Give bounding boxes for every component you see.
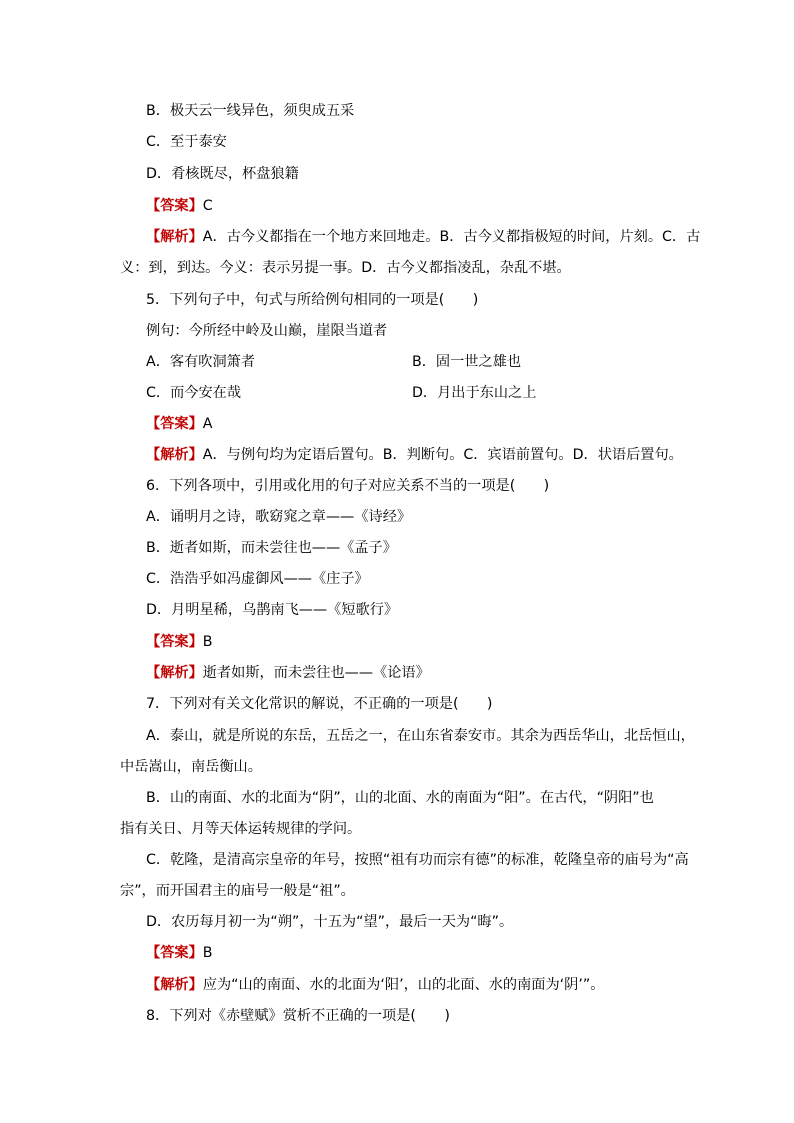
q4-option-d: D．肴核既尽，杯盘狼籍: [146, 166, 299, 182]
q5-answer: [146, 414, 212, 434]
q7-option-a-line-1: A．泰山，就是所说的东岳，五岳之一，在山东省泰安市。其余为西岳华山，北岳恒山，: [146, 728, 695, 744]
q5-example: 例句：今所经中岭及山巅，崖限当道者: [146, 323, 388, 339]
q6-option-c: C．浩浩乎如冯虚御风——《庄子》: [146, 571, 369, 587]
analysis-text: A．与例句均为定语后置句。B．判断句。C．宾语前置句。D．状语后置句。: [202, 447, 683, 463]
answer-tag: 【答案】: [146, 634, 203, 650]
answer-tag: 【答案】: [146, 198, 203, 214]
answer-value: B: [202, 945, 213, 961]
q7-option-c-line-1: C．乾隆，是清高宗皇帝的年号，按照“祖有功而宗有德”的标准，乾隆皇帝的庙号为“高: [146, 852, 689, 868]
q5-option-d: D．月出于东山之上: [412, 385, 537, 401]
q7-analysis: [146, 975, 604, 995]
q6-option-a: A．诵明月之诗，歌窈窕之章——《诗经》: [146, 509, 412, 525]
analysis-tag: 【解析】: [146, 977, 203, 993]
q5-stem: 5．下列句子中，句式与所给例句相同的一项是( ): [146, 292, 479, 308]
q4-option-b: B．极天云一线异色，须臾成五采: [146, 103, 355, 119]
answer-tag: 【答案】: [146, 416, 203, 432]
q5-option-b: B．固一世之雄也: [412, 354, 522, 370]
q5-option-a: A．客有吹洞箫者: [146, 354, 256, 370]
q6-stem: 6．下列各项中，引用或化用的句子对应关系不当的一项是( ): [146, 478, 550, 494]
analysis-text: 逝者如斯，而未尝往也——《论语》: [202, 665, 430, 681]
q6-answer: [146, 632, 213, 652]
q7-stem: 7．下列对有关文化常识的解说，不正确的一项是( ): [146, 696, 493, 712]
analysis-tag: 【解析】: [146, 447, 203, 463]
q7-answer: [146, 943, 213, 963]
q4-analysis-line-2: 义：到，到达。今义：表示另提一事。D．古今义都指凌乱，杂乱不堪。: [120, 260, 571, 276]
q4-analysis-line-1: [146, 227, 700, 247]
q7-option-c-line-2: 宗”，而开国君主的庙号一般是“祖”。: [120, 883, 355, 899]
analysis-tag: 【解析】: [146, 665, 203, 681]
answer-tag: 【答案】: [146, 945, 203, 961]
answer-value: B: [202, 634, 213, 650]
q7-option-b-line-2: 指有关日、月等天体运转规律的学问。: [120, 821, 362, 837]
q7-option-a-line-2: 中岳嵩山，南岳衡山。: [120, 759, 262, 775]
answer-value: C: [202, 198, 213, 214]
q4-option-c: C．至于泰安: [146, 134, 227, 150]
q6-option-b: B．逝者如斯，而未尝往也——《孟子》: [146, 540, 397, 556]
q6-analysis: [146, 663, 430, 683]
q4-answer: [146, 196, 213, 216]
q8-stem: 8．下列对《赤壁赋》赏析不正确的一项是( ): [146, 1008, 450, 1024]
answer-value: A: [202, 416, 213, 432]
analysis-tag: 【解析】: [146, 229, 203, 245]
analysis-text: 应为“山的南面、水的北面为‘阳’，山的北面、水的南面为‘阴’”。: [202, 977, 605, 993]
q7-option-d: D．农历每月初一为“朔”，十五为“望”，最后一天为“晦”。: [146, 914, 514, 930]
analysis-text: A．古今义都指在一个地方来回地走。B．古今义都指极短的时间，片刻。C．古: [202, 229, 701, 245]
q7-option-b-line-1: B．山的南面、水的北面为“阴”，山的北面、水的南面为“阳”。在古代，“阴阳”也: [146, 790, 654, 806]
q6-option-d: D．月明星稀，乌鹊南飞——《短歌行》: [146, 602, 399, 618]
q5-analysis: [146, 445, 683, 465]
q5-option-c: C．而今安在哉: [146, 385, 242, 401]
